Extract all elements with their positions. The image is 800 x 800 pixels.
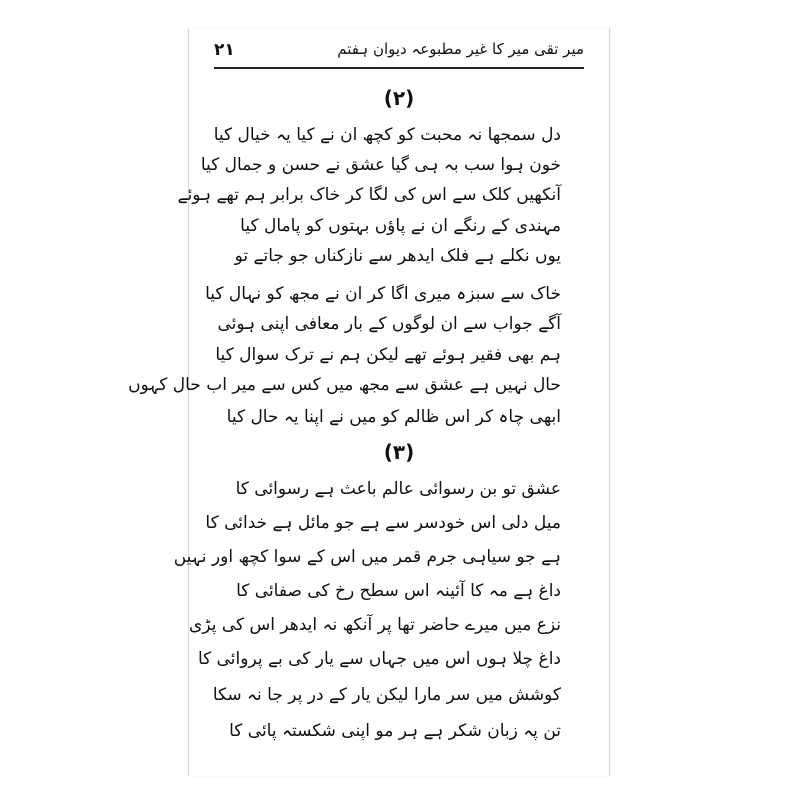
page-number: ۲۱: [214, 40, 235, 60]
verse-line: میل دلی اس خودسر سے ہے جو مائل ہے خدائی کا: [205, 513, 561, 533]
verse-line: کوشش میں سر مارا لیکن یار کے در پر جا نہ سکا: [212, 685, 561, 705]
section-number: (۳): [383, 440, 415, 464]
verse-line: خاک سے سبزہ میری اگا کر ان نے مجھ کو نہال کیا: [205, 284, 561, 304]
verse-line: مہندی کے رنگے ان نے پاؤں بہتوں کو پامال کیا: [240, 216, 561, 236]
verse-line: ہم بھی فقیر ہوئے تھے لیکن ہم نے ترک سوال کیا: [215, 345, 561, 365]
page-header: [214, 40, 584, 66]
header-rule: [214, 67, 584, 69]
verse-line: ابھی چاہ کر اس ظالم کو میں نے اپنا یہ حال کیا: [226, 407, 561, 427]
verse-line: نزع میں میرے حاضر تھا پر آنکھ نہ ایدھر اس کی پڑی: [189, 615, 561, 635]
verse-line: خون ہوا سب بہ ہی گیا عشق نے حسن و جمال کیا: [200, 155, 561, 175]
verse-line: دل سمجھا نہ محبت کو کچھ ان نے کیا یہ خیال کیا: [213, 125, 561, 145]
verse-line: تن پہ زبان شکر ہے ہر مو اپنی شکستہ پائی کا: [229, 721, 561, 741]
verse-line: داغ چلا ہوں اس میں جہاں سے یار کی بے پروائی کا: [197, 649, 561, 669]
verse-line: آگے جواب سے ان لوگوں کے بار معافی اپنی ہوئی: [217, 314, 561, 334]
verse-line: یوں نکلے ہے فلک ایدھر سے نازکناں جو جاتے تو: [234, 246, 561, 266]
verse-line: ہے جو سیاہی جرم قمر میں اس کے سوا کچھ اور نہیں: [173, 547, 561, 567]
verse-line: داغ ہے مہ کا آئینہ اس سطح رخ کی صفائی کا: [236, 581, 561, 601]
section-number: (۲): [383, 86, 415, 110]
verse-line: آنکھیں کلک سے اس کی لگا کر خاک برابر ہم تھے ہوئے: [177, 185, 561, 205]
running-title: میر تقی میر کا غیر مطبوعہ دیوان ہفتم: [337, 40, 584, 58]
verse-line: عشق تو بن رسوائی عالم باعث ہے رسوائی کا: [235, 479, 561, 499]
verse-line: حال نہیں ہے عشق سے مجھ میں کس سے میر اب حال کہوں: [128, 375, 561, 395]
